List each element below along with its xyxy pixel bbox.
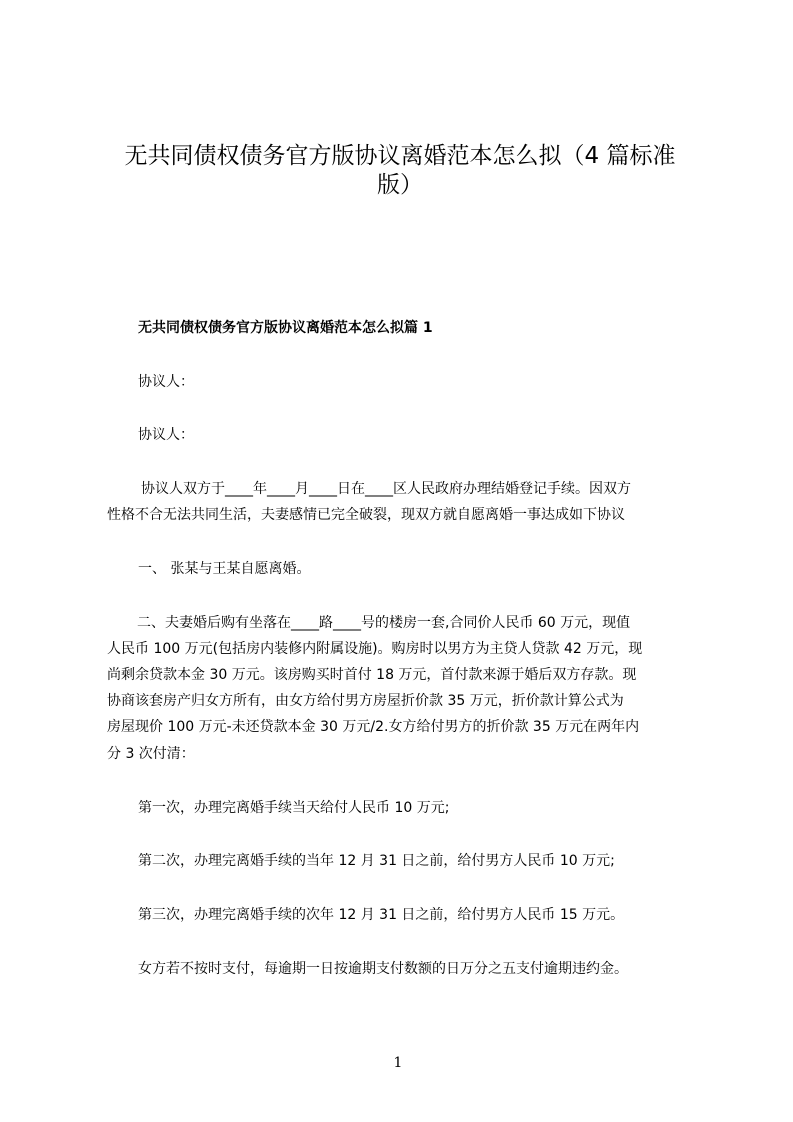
payment-3: 第三次，办理完离婚手续的次年 12 月 31 日之前，给付男方人民币 15 万元。 — [138, 907, 625, 923]
clause-2-line-2: 人民币 100 万元(包括房内装修内附属设施)。购房时以男方为主贷人贷款 42 万元，现 — [107, 641, 643, 657]
party-2-label: 协议人： — [138, 427, 194, 443]
intro-line-2: 性格不合无法共同生活，夫妻感情已完全破裂，现双方就自愿离婚一事达成如下协议 — [107, 507, 625, 523]
page-title — [100, 142, 700, 200]
payment-2: 第二次，办理完离婚手续的当年 12 月 31 日之前，给付男方人民币 10 万元; — [138, 853, 615, 869]
party-1-label: 协议人： — [138, 374, 194, 390]
title-line-2: 版） — [377, 172, 423, 198]
clause-2-line-3: 尚剩余贷款本金 30 万元。该房购买时首付 18 万元，首付款来源于婚后双方存款。现 — [107, 667, 637, 683]
clause-2-line-5: 房屋现价 100 万元-未还贷款本金 30 万元/2.女方给付男方的折价款 35 万元在两年内 — [107, 719, 640, 735]
payment-1: 第一次，办理完离婚手续当天给付人民币 10 万元; — [138, 800, 450, 816]
clause-2-line-4: 协商该套房产归女方所有，由女方给付男方房屋折价款 35 万元，折价款计算公式为 — [107, 693, 624, 709]
page-number: 1 — [393, 1055, 403, 1071]
section-heading: 无共同债权债务官方版协议离婚范本怎么拟篇 1 — [138, 320, 433, 336]
penalty-clause: 女方若不按时支付，每逾期一日按逾期支付数额的日万分之五支付逾期违约金。 — [138, 961, 628, 977]
clause-2-line-6: 分 3 次付清： — [107, 746, 195, 762]
title-line-1: 无共同债权债务官方版协议离婚范本怎么拟（4 篇标准 — [124, 143, 676, 169]
clause-1: 一、 张某与王某自愿离婚。 — [138, 561, 311, 577]
clause-2-line-1: 二、夫妻婚后购有坐落在____路____号的楼房一套,合同价人民币 60 万元，现值 — [137, 615, 631, 631]
intro-line-1: 协议人双方于____年____月____日在____区人民政府办理结婚登记手续。因双方 — [141, 481, 631, 497]
